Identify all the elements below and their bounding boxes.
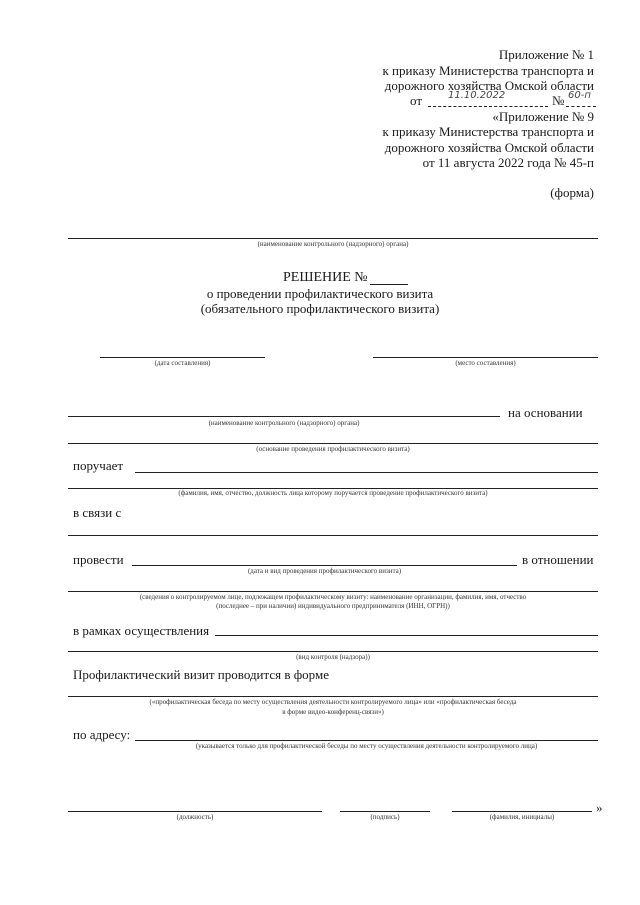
caption-org-top: (наименование контрольного (надзорного) органа)	[257, 240, 409, 248]
in-connection-label: в связи с	[73, 505, 122, 520]
address-label: по адресу:	[73, 727, 131, 742]
address-line	[135, 740, 598, 741]
caption-form-2: в форме видео-конференц-связи»)	[282, 708, 384, 716]
visit-form-line	[68, 696, 598, 697]
position-line	[68, 811, 322, 812]
annex-order-ref: к приказу Министерства транспорта и	[382, 63, 594, 78]
in-relation-label: в отношении	[522, 552, 594, 567]
decision-subtitle: о проведении профилактического визита	[206, 286, 434, 301]
caption-form-1: («профилактическая беседа по месту осуществления деятельности контролируемого лица» или «профилактическая беседа	[149, 698, 517, 706]
caption-name: (фамилия, инициалы)	[489, 813, 555, 821]
conduct-label: провести	[73, 552, 124, 567]
caption-person: (фамилия, имя, отчество, должность лица которому поручается проведение профилактического визита)	[178, 489, 488, 497]
date-underline	[428, 106, 548, 107]
org-name-line	[68, 416, 500, 417]
handwritten-date: 11.10.2022	[448, 90, 506, 101]
caption-position: (должность)	[176, 813, 214, 821]
number-underline	[566, 106, 596, 107]
from-prefix: от	[410, 93, 423, 108]
caption-org: (наименование контрольного (надзорного) органа)	[208, 419, 360, 427]
caption-basis: (основание проведения профилактического визита)	[256, 445, 410, 453]
form-label: (форма)	[550, 185, 594, 200]
control-type-line	[68, 651, 598, 652]
date-line	[100, 357, 265, 358]
signature-line	[340, 811, 430, 812]
on-basis-label: на основании	[508, 405, 583, 420]
decision-number-line	[370, 284, 408, 285]
handwritten-number: 60-п	[568, 90, 591, 101]
closing-quote: »	[596, 800, 603, 815]
number-prefix: №	[552, 93, 565, 108]
within-framework-label: в рамках осуществления	[73, 623, 210, 638]
annex9-ministry: дорожного хозяйства Омской области	[384, 140, 594, 155]
caption-controlled-1: (сведения о контролируемом лице, подлежащем профилактическому визиту: наименование организации, фамилия, имя, отчество	[139, 593, 527, 601]
caption-visit-date: (дата и вид проведения профилактического визита)	[247, 567, 402, 575]
caption-place: (место составления)	[455, 359, 516, 367]
decision-subtitle-2: (обязательного профилактического визита)	[200, 301, 440, 316]
org-line	[68, 238, 598, 239]
conduct-line	[132, 565, 517, 566]
caption-control-type: (вид контроля (надзора))	[296, 653, 370, 661]
caption-address: (указывается только для профилактической беседы по месту осуществления деятельности контролируемого лица)	[195, 742, 538, 750]
basis-line	[68, 443, 598, 444]
visit-form-label: Профилактический визит проводится в форме	[73, 667, 329, 682]
caption-signature: (подпись)	[370, 813, 400, 821]
instructs-label: поручает	[73, 458, 124, 473]
name-line	[452, 811, 592, 812]
place-line	[373, 357, 598, 358]
annex9-number: «Приложение № 9	[492, 109, 594, 124]
decision-title: РЕШЕНИЕ №	[283, 270, 368, 285]
instructs-line	[135, 472, 598, 473]
annex-number: Приложение № 1	[498, 47, 594, 62]
connection-line	[68, 535, 598, 536]
caption-date: (дата составления)	[154, 359, 211, 367]
annex-ministry: дорожного хозяйства Омской области	[384, 78, 594, 93]
annex9-date: от 11 августа 2022 года № 45-п	[422, 155, 594, 170]
annex9-order-ref: к приказу Министерства транспорта и	[382, 124, 594, 139]
caption-controlled-2: (последнее – при наличии) индивидуального предпринимателя (ИНН, ОГРН))	[216, 602, 450, 610]
framework-line	[215, 635, 598, 636]
controlled-line	[68, 591, 598, 592]
